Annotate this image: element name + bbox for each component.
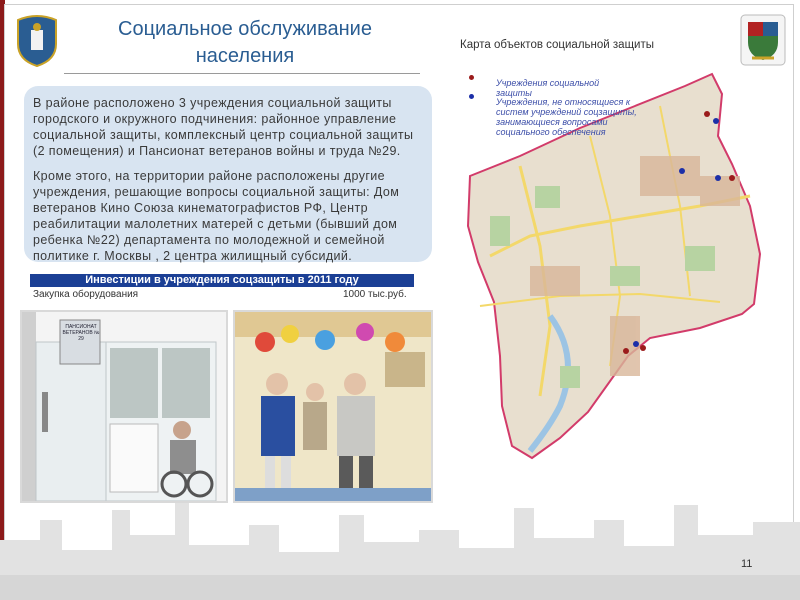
legend-other-institutions: Учреждения, не относящиеся к систем учреждений соцзащиты, занимающиеся вопросами социального обеспечения xyxy=(496,97,637,137)
investment-header: Инвестиции в учреждения соцзащиты в 2011 году xyxy=(30,274,414,287)
legend-red-dot-icon xyxy=(469,75,474,80)
legend-blue-dot-icon xyxy=(469,94,474,99)
info-text-block xyxy=(33,95,423,273)
door-sign-text: ПАНСИОНАТ ВЕТЕРАНОВ № 29 xyxy=(62,324,100,342)
photo-boarding-house-entrance xyxy=(20,310,228,503)
district-coat-of-arms-left xyxy=(14,14,60,68)
legend-social-institutions: Учреждения социальной защиты xyxy=(496,78,600,98)
title-divider xyxy=(64,73,420,74)
map-title: Карта объектов социальной защиты xyxy=(460,39,654,51)
investment-item-label: Закупка оборудования xyxy=(33,289,139,300)
info-paragraph-2: Кроме этого, на территории районе расположены другие учреждения, решающие вопросы социальной защиты: Дом ветеранов Кино Союза кинематографистов РФ, Центр реабилитации малолетних матерей с детьми (бывший дом ребенка №22) департамента по молодежной и семейной политике г. Москвы , 2 центра жилищный субсидий. xyxy=(33,169,400,263)
investment-item-value: 1000 тыс.руб. xyxy=(343,289,407,300)
photo-veterans-celebration xyxy=(233,310,433,503)
page-title: Социальное обслуживание населения xyxy=(118,18,372,67)
info-paragraph-1: В районе расположено 3 учреждения социальной защиты городского и окружного подчинения: районное управление социальной защиты, комплексный центр социальной защиты (2 помещения) и Пансионат ветеранов войны и труда №29. xyxy=(33,96,414,158)
district-coat-of-arms-right xyxy=(740,14,786,66)
page-number: 11 xyxy=(741,558,753,570)
